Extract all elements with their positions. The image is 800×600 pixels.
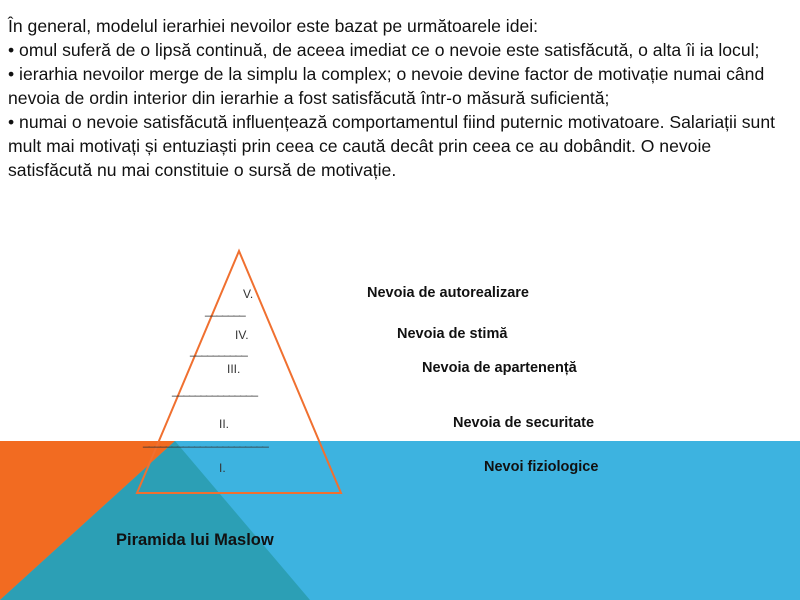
- separator-2-1: ______________________: [143, 434, 268, 448]
- diagram-caption: Piramida lui Maslow: [116, 531, 274, 549]
- level-4-label: Nevoia de stimă: [397, 326, 508, 342]
- bullet-1: • omul suferă de o lipsă continuă, de aceea imediat ce o nevoie este satisfăcută, o alta îi ia locul;: [8, 40, 760, 60]
- intro-text: [8, 14, 798, 182]
- level-2-label: Nevoia de securitate: [453, 415, 595, 431]
- level-4-numeral: IV.: [235, 328, 249, 342]
- bullet-3: • numai o nevoie satisfăcută influențează comportamentul fiind puternic motivatoare. Salariații sunt mult mai motivați și entuziaști prin ceea ce caută decât prin ceea ce au dobândit. O nevoie satisfăcută nu mai constituie o sursă de motivație.: [8, 112, 776, 180]
- level-1-numeral: I.: [219, 461, 226, 475]
- intro-line: În general, modelul ierarhiei nevoilor este bazat pe următoarele idei:: [8, 16, 539, 36]
- level-3-label: Nevoia de apartenență: [422, 360, 577, 376]
- level-5-numeral: V.: [243, 287, 254, 301]
- separator-5-4: _______: [205, 303, 245, 317]
- bullet-2: • ierarhia nevoilor merge de la simplu la complex; o nevoie devine factor de motivație numai când nevoia de ordin interior din ierarhie a fost satisfăcută într-o măsură suficientă;: [8, 64, 765, 108]
- separator-3-2: _______________: [172, 383, 258, 397]
- level-1-label: Nevoi fiziologice: [484, 459, 599, 475]
- level-3-numeral: III.: [227, 362, 241, 376]
- separator-4-3: __________: [190, 343, 247, 357]
- level-2-numeral: II.: [219, 417, 230, 431]
- level-5-label: Nevoia de autorealizare: [367, 285, 529, 301]
